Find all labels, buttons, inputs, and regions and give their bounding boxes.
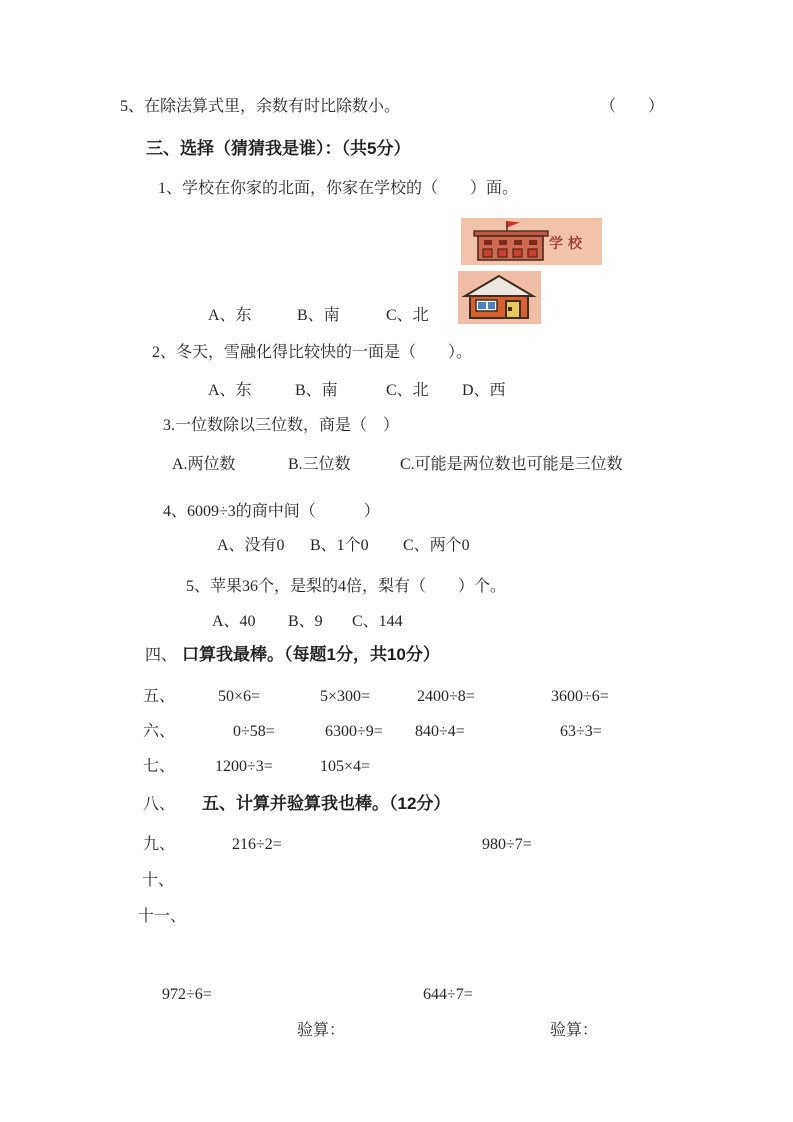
choice-q2-text: 2、冬天，雪融化得比较快的一面是（ ）。 xyxy=(152,344,473,361)
oral-item: 1200÷3= xyxy=(215,758,273,775)
house-window-pane xyxy=(488,302,495,309)
school-window-icon xyxy=(528,249,537,257)
calc-problem: 972÷6= xyxy=(162,986,212,1003)
calc-row2-label: 十、 xyxy=(142,872,175,889)
house-image xyxy=(458,271,541,324)
choice-q5-option-c: C、144 xyxy=(352,613,403,630)
house-illustration xyxy=(458,271,541,324)
choice-q2-option-b: B、南 xyxy=(295,382,338,399)
choice-q4-option-c: C、两个0 xyxy=(403,537,470,554)
calc-problem: 644÷7= xyxy=(423,986,473,1003)
oral-section-heading: 口算我最棒。（每题1分，共10分） xyxy=(182,645,440,664)
school-window-icon xyxy=(499,240,507,245)
choice-q4-text: 4、6009÷3的商中间（ ） xyxy=(163,503,380,520)
school-image xyxy=(461,218,602,265)
choice-q4-option-a: A、没有0 xyxy=(217,537,285,554)
choice-q3-text: 3.一位数除以三位数，商是（ ） xyxy=(163,417,400,434)
oral-item: 2400÷8= xyxy=(417,688,475,705)
oral-row3-label: 七、 xyxy=(143,758,176,775)
choice-q1-text: 1、学校在你家的北面，你家在学校的（ ）面。 xyxy=(158,180,519,197)
calc-section-prefix: 八、 xyxy=(143,796,176,813)
choice-section-heading: 三、选择（猜猜我是谁）：（共5分） xyxy=(146,139,411,158)
oral-row2-label: 六、 xyxy=(143,723,176,740)
check-label: 验算： xyxy=(297,1022,346,1039)
truefalse-item-text: 5、在除法算式里，余数有时比除数小。 xyxy=(120,98,401,115)
school-window-icon xyxy=(483,249,492,257)
house-door-knob xyxy=(508,307,512,311)
school-image-label: 学校 xyxy=(549,235,587,251)
oral-item: 840÷4= xyxy=(415,723,465,740)
oral-row1-label: 五、 xyxy=(143,688,176,705)
choice-q4-option-b: B、1个0 xyxy=(310,537,369,554)
choice-q5-text: 5、苹果36个，是梨的4倍，梨有（ ）个。 xyxy=(186,578,507,595)
oral-item: 6300÷9= xyxy=(325,723,383,740)
house-window-pane xyxy=(478,302,486,309)
choice-q3-option-c: C.可能是两位数也可能是三位数 xyxy=(400,456,623,473)
choice-q3-option-b: B.三位数 xyxy=(288,456,351,473)
check-label: 验算： xyxy=(550,1022,599,1039)
calc-section-heading: 五、计算并验算我也棒。（12分） xyxy=(202,794,451,813)
choice-q5-option-b: B、9 xyxy=(288,613,323,630)
oral-item: 63÷3= xyxy=(560,723,602,740)
oral-item: 5×300= xyxy=(320,688,371,705)
choice-q1-option-c: C、北 xyxy=(386,307,429,324)
calc-problem: 980÷7= xyxy=(482,836,532,853)
truefalse-item-bracket: （ ） xyxy=(600,98,665,115)
school-window-icon xyxy=(514,240,522,245)
oral-item: 0÷58= xyxy=(233,723,275,740)
school-window-icon xyxy=(498,249,507,257)
choice-q5-option-a: A、40 xyxy=(212,613,256,630)
calc-row1-label: 九、 xyxy=(143,836,176,853)
calc-row3-label: 十一、 xyxy=(138,908,187,925)
choice-q2-option-a: A、东 xyxy=(208,382,252,399)
choice-q2-option-d: D、西 xyxy=(462,382,506,399)
oral-item: 50×6= xyxy=(218,688,261,705)
school-window-icon xyxy=(484,240,492,245)
choice-q1-option-a: A、东 xyxy=(208,307,252,324)
choice-q2-option-c: C、北 xyxy=(386,382,429,399)
school-window-icon xyxy=(529,240,537,245)
choice-q1-option-b: B、南 xyxy=(297,307,340,324)
oral-item: 105×4= xyxy=(320,758,371,775)
choice-q3-option-a: A.两位数 xyxy=(172,456,236,473)
school-window-icon xyxy=(513,249,522,257)
calc-problem: 216÷2= xyxy=(232,836,282,853)
oral-section-prefix: 四、 xyxy=(145,647,178,664)
oral-item: 3600÷6= xyxy=(551,688,609,705)
